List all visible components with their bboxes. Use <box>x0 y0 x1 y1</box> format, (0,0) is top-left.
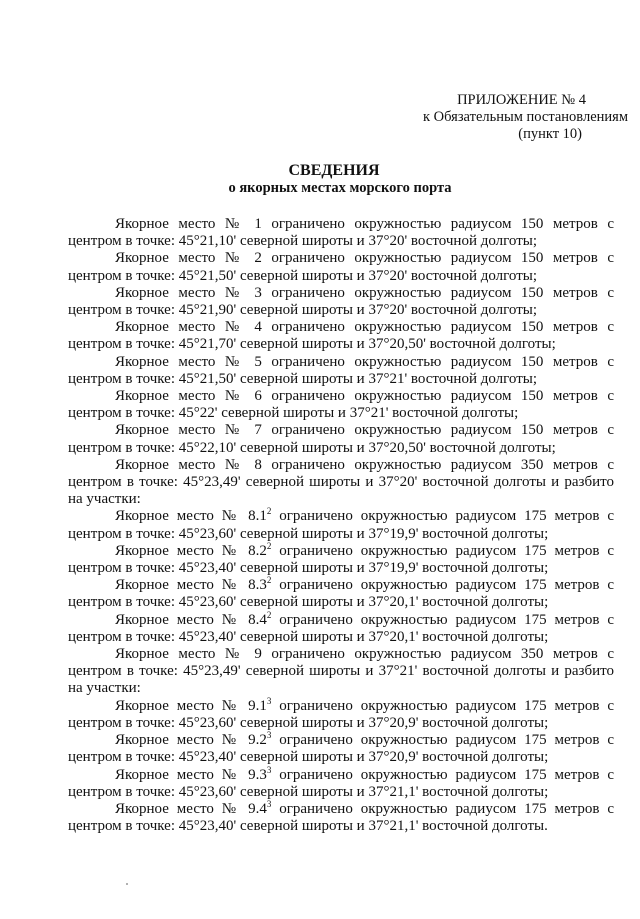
anchorage-paragraph <box>68 540 615 577</box>
paragraph-text-start: Якорное место № 9.4 <box>115 800 267 817</box>
anchorage-paragraph <box>68 732 614 766</box>
anchorage-paragraph <box>68 646 614 698</box>
paragraph-text-start: Якорное место № 9.3 <box>115 766 267 783</box>
paragraph-text-end: ограничено окружностью радиусом 175 метров с центром в точке: 45°23,40' северной широты и 37°21,1' восточной долготы. <box>68 800 615 835</box>
document-subtitle: о якорных местах морского порта <box>228 180 452 196</box>
anchorage-paragraph <box>68 798 615 835</box>
document-title: СВЕДЕНИЯ <box>288 162 380 179</box>
anchorage-paragraph <box>68 577 614 611</box>
footnote-marker: 3 <box>266 764 272 775</box>
footnote-marker: 3 <box>266 695 272 706</box>
paragraph-text-start: Якорное место № 8.2 <box>115 542 267 559</box>
paragraph-text-start: Якорное место № 8.3 <box>115 577 267 594</box>
footnote-marker: 2 <box>266 540 272 551</box>
paragraph-text-end: ограничено окружностью радиусом 175 метров с центром в точке: 45°23,40' северной широты и 37°20,9' восточной долготы; <box>68 732 615 766</box>
footnote-marker: 3 <box>266 730 272 741</box>
paragraph-text: Якорное место № 4 ограничено окружностью радиусом 150 метров с центром в точке: 45°21,70' северной широты и 37°20,50' восточной долготы; <box>68 319 614 353</box>
anchorage-paragraph <box>68 609 615 646</box>
paragraph-text: Якорное место № 2 ограничено окружностью радиусом 150 метров с центром в точке: 45°21,50' северной широты и 37°20' восточной долготы; <box>68 250 614 284</box>
paragraph-text: Якорное место № 3 ограничено окружностью радиусом 150 метров с центром в точке: 45°21,90' северной широты и 37°20' восточной долготы; <box>68 284 614 319</box>
appendix-number: ПРИЛОЖЕНИЕ № 4 <box>457 92 586 108</box>
paragraph-text: Якорное место № 5 ограничено окружностью радиусом 150 метров с центром в точке: 45°21,50' северной широты и 37°21' восточной долготы; <box>68 353 614 387</box>
paragraph-text-end: ограничено окружностью радиусом 175 метров с центром в точке: 45°23,60' северной широты и 37°19,9' восточной долготы; <box>68 508 615 542</box>
paragraph-text: Якорное место № 9 ограничено окружностью радиусом 350 метров с центром в точке: 45°23,49' северной широты и 37°21' восточной долготы и разбито на участки: <box>68 646 614 697</box>
anchorage-paragraph <box>68 422 614 456</box>
footnote-marker: 2 <box>266 609 272 620</box>
footnote-marker: 2 <box>266 506 272 517</box>
paragraph-text: Якорное место № 1 ограничено окружностью радиусом 150 метров с центром в точке: 45°21,10' северной широты и 37°20' восточной долготы; <box>68 216 614 250</box>
anchorage-paragraph <box>68 354 614 388</box>
paragraph-text-start: Якорное место № 9.1 <box>115 697 267 714</box>
paragraph-text-end: ограничено окружностью радиусом 175 метров с центром в точке: 45°23,40' северной широты и 37°20,1' восточной долготы; <box>68 611 615 645</box>
paragraph-text-end: ограничено окружностью радиусом 175 метров с центром в точке: 45°23,60' северной широты и 37°21,1' восточной долготы; <box>68 766 615 800</box>
scan-speck <box>126 883 128 885</box>
footnote-marker: 2 <box>266 575 272 586</box>
regulations-reference: к Обязательным постановлениям <box>423 109 628 125</box>
anchorage-paragraph <box>68 250 614 284</box>
paragraph-text-end: ограничено окружностью радиусом 175 метров с центром в точке: 45°23,60' северной широты и 37°20,9' восточной долготы; <box>68 697 615 731</box>
paragraph-text-start: Якорное место № 8.4 <box>115 611 267 628</box>
anchorage-paragraph <box>68 764 615 801</box>
paragraph-text-end: ограничено окружностью радиусом 175 метров с центром в точке: 45°23,40' северной широты и 37°19,9' восточной долготы; <box>68 542 615 577</box>
anchorage-paragraph <box>68 457 614 509</box>
clause-reference: (пункт 10) <box>518 126 582 142</box>
anchorage-paragraph <box>68 508 614 542</box>
paragraph-text-end: ограничено окружностью радиусом 175 метров с центром в точке: 45°23,60' северной широты и 37°20,1' восточной долготы; <box>68 577 615 611</box>
anchorage-paragraph <box>68 285 614 319</box>
anchorage-paragraph <box>68 388 614 422</box>
paragraph-text-start: Якорное место № 9.2 <box>115 732 267 749</box>
anchorage-paragraph <box>68 216 614 250</box>
anchorage-paragraph <box>68 319 614 353</box>
anchorage-paragraph <box>68 695 615 732</box>
paragraph-text: Якорное место № 7 ограничено окружностью радиусом 150 метров с центром в точке: 45°22,10' северной широты и 37°20,50' восточной долготы; <box>68 422 614 456</box>
footnote-marker: 3 <box>266 798 272 809</box>
anchorage-list <box>68 216 614 835</box>
paragraph-text: Якорное место № 6 ограничено окружностью радиусом 150 метров с центром в точке: 45°22' северной широты и 37°21' восточной долготы; <box>68 388 614 422</box>
paragraph-text-start: Якорное место № 8.1 <box>115 508 267 525</box>
paragraph-text: Якорное место № 8 ограничено окружностью радиусом 350 метров с центром в точке: 45°23,49' северной широты и 37°20' восточной долготы и разбито на участки: <box>68 456 614 508</box>
